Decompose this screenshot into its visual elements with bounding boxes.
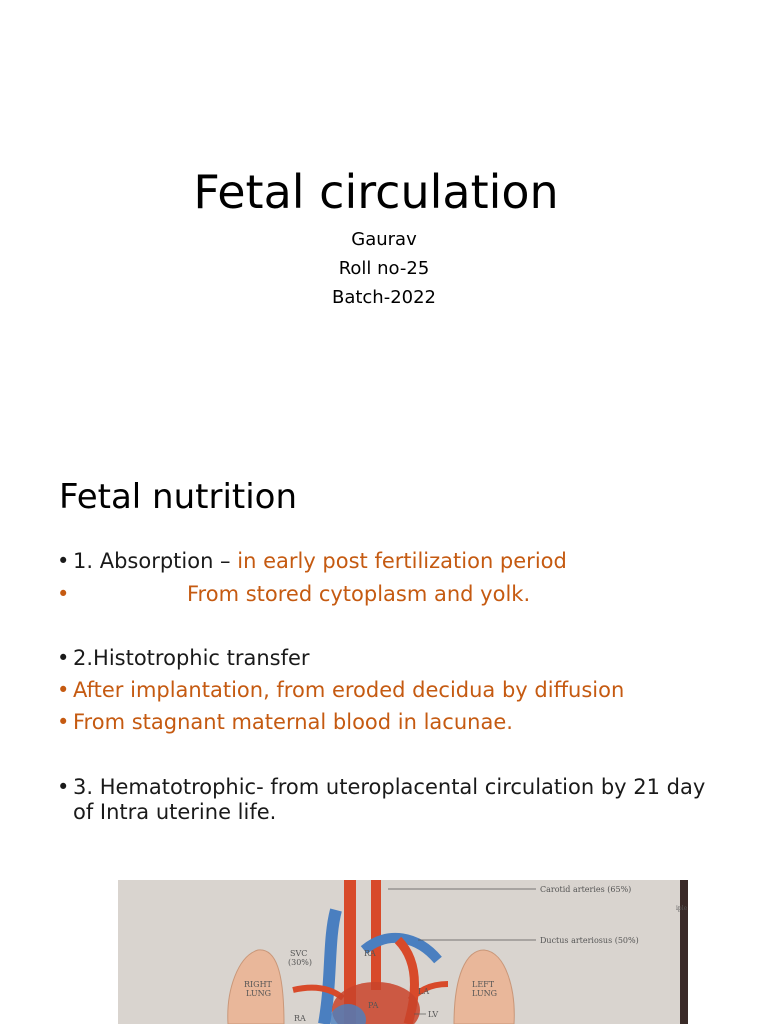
roll-number: Roll no-25 <box>338 258 430 279</box>
label-ra: RA <box>294 1014 306 1023</box>
fetal-circulation-diagram <box>118 880 688 1024</box>
bullet-absorption <box>57 549 717 574</box>
label-edge: iple <box>676 905 688 912</box>
label-svc: SVC <box>290 949 308 958</box>
bullet-hematotrophic <box>57 775 707 825</box>
label-svc-pct: (30%) <box>288 958 313 967</box>
bullet-text: From stagnant maternal blood in lacunae. <box>73 710 513 734</box>
bullet-dot: • <box>57 710 70 734</box>
label-carotid: Carotid arteries (65%) <box>540 885 632 894</box>
bullet-text: After implantation, from eroded decidua by diffusion <box>73 678 625 702</box>
section-heading: Fetal nutrition <box>59 477 298 517</box>
bullet-text: From stored cytoplasm and yolk. <box>187 582 531 606</box>
bullet-dot: • <box>57 775 70 799</box>
label-right-lung-2: LUNG <box>246 989 272 998</box>
bullet-dot: • <box>57 678 70 702</box>
bullet-text: 1. Absorption – <box>73 549 238 573</box>
bullet-text: 3. Hematotrophic- from uteroplacental circulation by 21 day of Intra uterine life. <box>73 775 706 824</box>
bullet-stored-cytoplasm <box>57 582 717 607</box>
label-left-lung: LEFT <box>472 980 495 989</box>
bullet-stagnant-blood <box>57 710 717 735</box>
label-ra-top: RA <box>364 949 376 958</box>
bullet-dot: • <box>57 549 70 573</box>
label-lv: LV <box>428 1010 439 1019</box>
bullet-highlight: in early post fertilization period <box>237 549 567 573</box>
presenter-name: Gaurav <box>351 229 417 250</box>
bullet-text: 2.Histotrophic transfer <box>73 646 310 670</box>
label-la: LA <box>418 987 430 996</box>
label-ductus: Ductus arteriosus (50%) <box>540 936 639 945</box>
bullet-after-implantation <box>57 678 717 703</box>
diagram-svg <box>118 880 688 1024</box>
bullet-histotrophic <box>57 646 717 671</box>
bullet-dot: • <box>57 582 70 606</box>
batch: Batch-2022 <box>331 287 437 308</box>
slide-title: Fetal circulation <box>193 165 559 219</box>
label-right-lung: RIGHT <box>244 980 272 989</box>
bullet-dot: • <box>57 646 70 670</box>
label-left-lung-2: LUNG <box>472 989 498 998</box>
label-pa: PA <box>368 1001 379 1010</box>
